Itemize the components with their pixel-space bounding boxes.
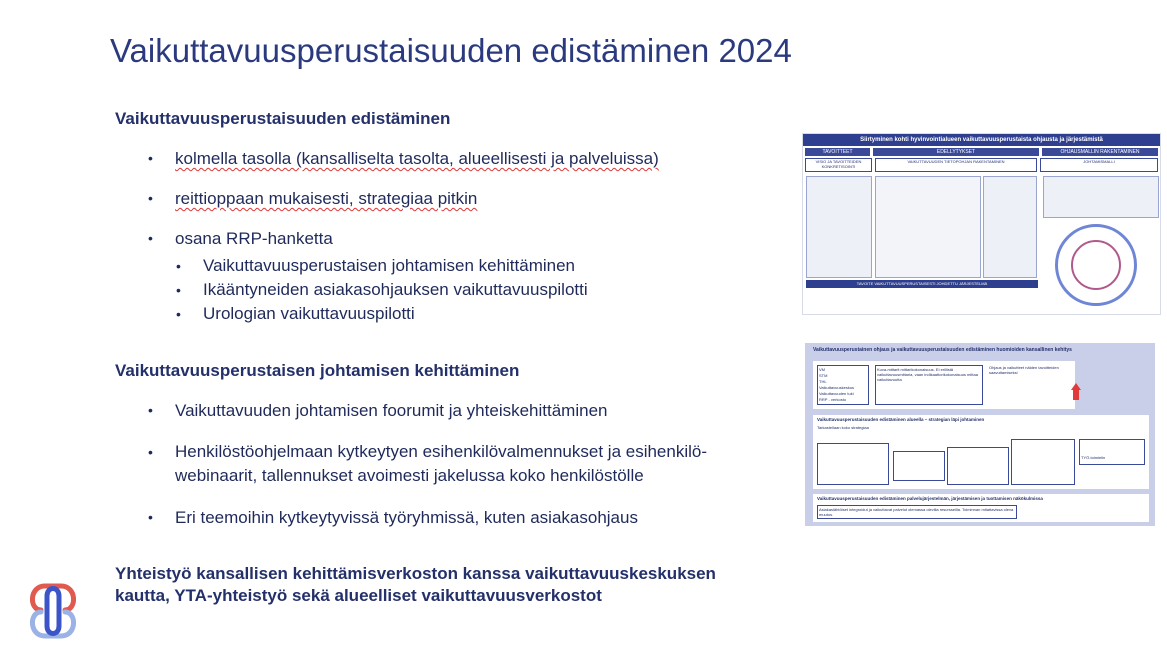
list-item: • Urologian vaikuttavuuspilotti (176, 302, 659, 326)
thumb1-col: TAVOITTEET (805, 148, 870, 156)
thumb2-tyo-label: TYÖ-toimielin (1081, 455, 1106, 460)
section1-bullets (148, 148, 659, 326)
list-item: • Vaikuttavuuden johtamisen foorumit ja yhteiskehittäminen (148, 400, 758, 421)
section1-heading: Vaikuttavuusperustaisuuden edistäminen (115, 109, 451, 128)
thumb1-sub: VISIO JA TAVOITTEIDEN KONKRETISOINTI (805, 158, 872, 172)
section3-text: Yhteistyö kansallisen kehittämisverkoston kanssa vaikuttavuuskeskuksen kautta, YTA-yhteistyö sekä alueelliset vaikuttavuusverkostot (115, 564, 716, 605)
thumb2-bottom-text: Asiakaslähtöiset integroidut ja vaikuttavat palvelut olemassa olevilla resursseilla. Toiminnan mitattavissa oleva muutos. (817, 505, 1017, 519)
thumb1-col: OHJAUSMALLIN RAKENTAMINEN (1042, 148, 1158, 156)
list-item: • Eri teemoihin kytkeytyvissä työryhmissä, kuten asiakasohjaus (148, 507, 758, 528)
thumb1-title: Siirtyminen kohti hyvinvointialueen vaikuttavuusperustaista ohjausta ja järjestämistä (803, 134, 1160, 146)
strategy-diagram-image (802, 133, 1161, 315)
thumb2-left-list: VM STM THL Vaikuttavuuskeskus Vaikuttavuuden tuki RRP - verkosto (817, 365, 869, 405)
list-item: • osana RRP-hanketta • Vaikuttavuusperustaisen johtamisen kehittäminen • Ikääntyneiden asiakasohjauksen vaikuttavuuspilotti • Urologian vaikuttavuuspilotti (148, 228, 659, 326)
list-item: • reittioppaan mukaisesti, strategiaa pitkin (148, 188, 659, 209)
national-development-diagram-image (805, 343, 1155, 526)
list-item: • Ikääntyneiden asiakasohjauksen vaikuttavuuspilotti (176, 278, 659, 302)
thumb2-title: Vaikuttavuusperustainen ohjaus ja vaikuttavuusperustaisuuden edistäminen huomioiden kansallinen kehitys (813, 347, 1072, 353)
thumb1-sub: VAIKUTTAVUUDEN TIETOPOHJAN RAKENTAMINEN (875, 158, 1037, 172)
logo-icon (25, 582, 81, 640)
list-item: • kolmella tasolla (kansalliselta tasolta, alueellisesti ja palveluissa) (148, 148, 659, 169)
thumb2-right-text: Ohjaus ja vaikutteet näiden tavoitteiden saavuttamiseksi (989, 365, 1059, 375)
thumb1-col: EDELLYTYKSET (873, 148, 1039, 156)
section2-bullets (148, 400, 758, 528)
list-item: • Henkilöstöohjelmaan kytkeytyen esihenkilövalmennukset ja esihenkilö-webinaarit, tallennukset avoimesti jakelussa koko henkilöstölle (148, 440, 758, 488)
list-item: • Vaikuttavuusperustaisen johtamisen kehittäminen (176, 254, 659, 278)
page-title: Vaikuttavuusperustaisuuden edistäminen 2024 (110, 32, 792, 69)
section2-heading: Vaikuttavuusperustaisen johtamisen kehittäminen (115, 361, 520, 380)
thumb2-mid-text: Kuva-mittarit mittarikokonaisuus. Ei erillistä vaikuttavuusmittaria, vaan indikaattorikokonaisuus mittaa vaikuttavuutta (875, 365, 983, 405)
thumb2-mid-title: Vaikuttavuusperustaisuuden edistäminen alueella – strategian läpi johtaminen (817, 417, 985, 422)
thumb1-sub: JOHTAMISMALLI (1040, 158, 1158, 172)
thumb2-bottom-title: Vaikuttavuusperustaisuuden edistäminen palvelujärjestelmän, järjestämisen ja tuottamisen näkökulmissa (817, 496, 1043, 501)
sub-bullets (175, 254, 659, 326)
thumb1-bottom: TAVOITE VAIKUTTAVUUSPERUSTAISESTI JOHDETTU JÄRJESTELMÄ (806, 280, 1038, 288)
thumb2-mid-caption: Tarkastellaan koko strategiaa (817, 425, 869, 430)
